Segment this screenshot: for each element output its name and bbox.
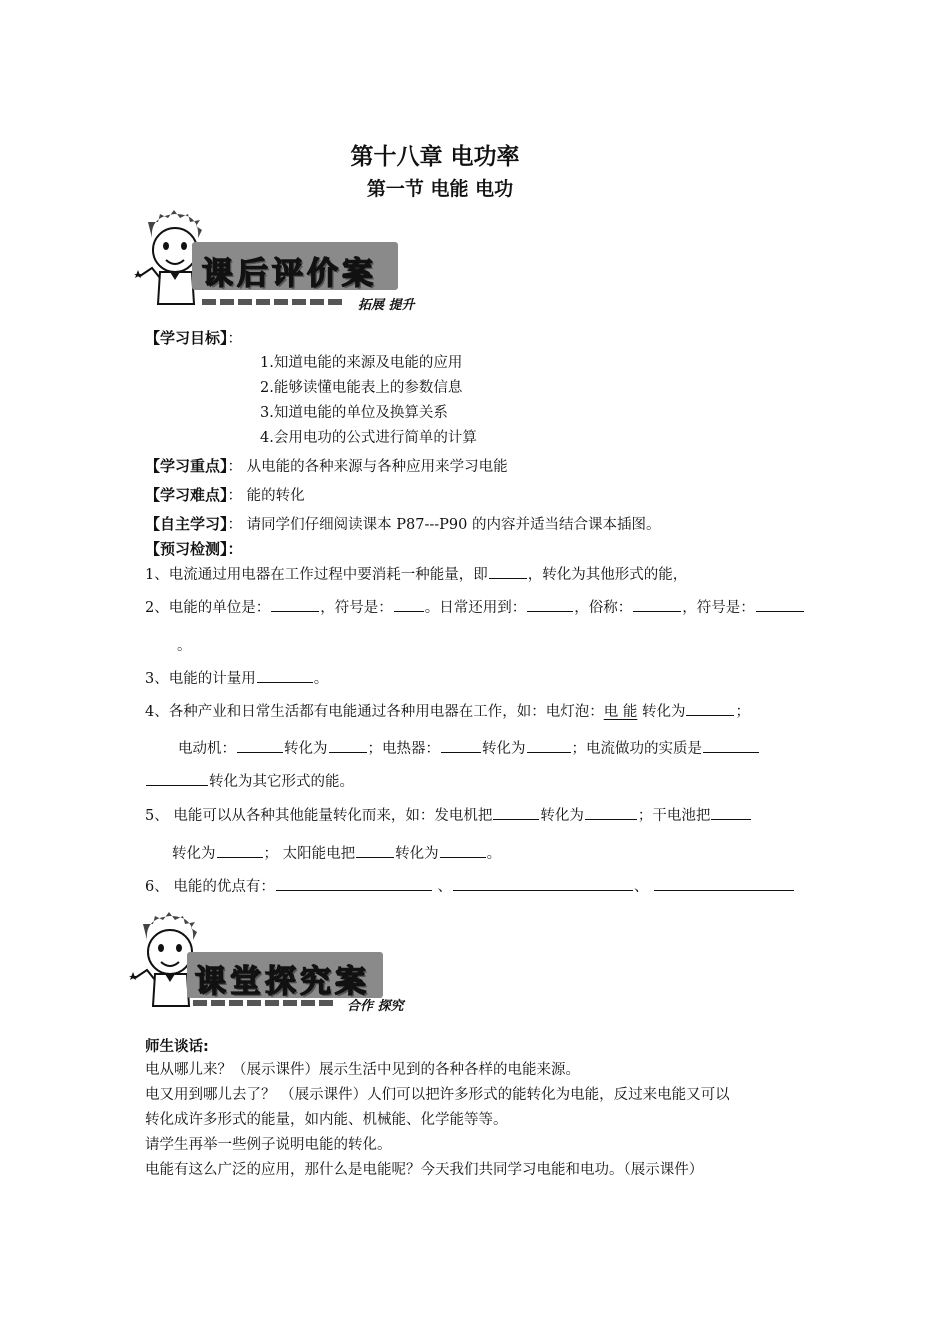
q5-l2-text-2: ； 太阳能电把 xyxy=(263,846,356,862)
self-study-text: ： 请同学们仔细阅读课本 P87---P90 的内容并适当结合课本插图。 xyxy=(227,517,661,533)
q4-l2-text-4: 转化为 xyxy=(482,741,526,757)
difficulty-label: 【学习难点】 xyxy=(145,486,228,504)
q4-blank-5[interactable] xyxy=(527,738,571,753)
question-4 xyxy=(145,700,750,721)
q4-filled-answer: 电 能 xyxy=(603,704,638,720)
self-study-row xyxy=(145,513,660,534)
difficulty-row xyxy=(145,484,305,505)
question-3 xyxy=(145,667,328,688)
q4-blank-3[interactable] xyxy=(329,738,367,753)
dialogue-label: 师生谈话: xyxy=(145,1039,209,1055)
goals-label: 【学习目标】 xyxy=(145,329,228,347)
q2-text-5: ，符号是： xyxy=(682,600,755,616)
goal-item-2: 2.能够读懂电能表上的参数信息 xyxy=(260,380,463,396)
key-point-row xyxy=(145,455,508,476)
q6-text: 6、 电能的优点有： xyxy=(145,879,275,895)
banner-subtitle: 拓展 提升 xyxy=(358,298,415,313)
banner-after-class xyxy=(130,208,430,326)
goal-item-4: 4.会用电功的公式进行简单的计算 xyxy=(260,430,477,446)
q4-text-3: ； xyxy=(735,704,750,720)
goal-item-3: 3.知道电能的单位及换算关系 xyxy=(260,405,448,421)
q2-blank-4[interactable] xyxy=(633,597,681,612)
q5-text-2: 转化为 xyxy=(540,808,584,824)
difficulty-text: ： 能的转化 xyxy=(227,488,305,504)
q4-l3-text: 转化为其它形式的能。 xyxy=(209,774,354,790)
q5-l2-text-4: 。 xyxy=(486,846,502,862)
q2-blank-2[interactable] xyxy=(394,597,424,612)
question-5-line-2 xyxy=(172,842,501,863)
dialogue-line-3: 转化成许多形式的能量，如内能、机械能、化学能等等。 xyxy=(145,1112,508,1128)
q4-l2-text-5: ；电流做功的实质是 xyxy=(571,741,702,757)
key-point-label: 【学习重点】 xyxy=(145,457,228,475)
question-1 xyxy=(145,563,687,584)
q4-l2-text-3: ；电热器： xyxy=(367,741,440,757)
q2-text-4: ，俗称： xyxy=(574,600,633,616)
goal-item-1: 1.知道电能的来源及电能的应用 xyxy=(260,355,463,371)
q2-blank-5[interactable] xyxy=(756,597,804,612)
q1-text-end: ，转化为其他形式的能， xyxy=(527,567,688,583)
banner-title: 课后评价案 xyxy=(202,256,377,292)
q1-text: 1、电流通过用电器在工作过程中要消耗一种能量，即 xyxy=(145,567,488,583)
q3-text: 3、电能的计量用 xyxy=(145,671,256,687)
q3-text-end: 。 xyxy=(313,671,329,687)
q5-blank-1[interactable] xyxy=(493,805,539,820)
q5-blank-2[interactable] xyxy=(585,805,637,820)
q2-text-2: ，符号是： xyxy=(320,600,393,616)
preview-label: 【预习检测】： xyxy=(145,540,243,558)
q5-blank-3[interactable] xyxy=(711,805,751,820)
chapter-title: 第十八章 电功率 xyxy=(350,144,520,170)
q5-blank-5[interactable] xyxy=(356,843,394,858)
question-5 xyxy=(145,804,752,825)
q4-blank-7[interactable] xyxy=(146,771,208,786)
dialogue-line-4: 请学生再举一些例子说明电能的转化。 xyxy=(145,1137,392,1153)
goals-heading xyxy=(145,327,242,348)
q4-text-2: 转化为 xyxy=(641,704,686,720)
q2-blank-3[interactable] xyxy=(527,597,573,612)
q4-blank-4[interactable] xyxy=(441,738,481,753)
question-6 xyxy=(145,875,795,896)
question-4-line-3 xyxy=(145,770,354,791)
q6-sep-1: 、 xyxy=(437,879,452,895)
q5-blank-6[interactable] xyxy=(440,843,486,858)
q1-blank[interactable] xyxy=(489,564,527,579)
q4-l2-text: 电动机： xyxy=(178,741,236,757)
q6-blank-3[interactable] xyxy=(654,876,794,891)
question-2 xyxy=(145,596,805,617)
dialogue-line-2: 电又用到哪儿去了？ （展示课件）人们可以把许多形式的能转化为电能，反过来电能又可以 xyxy=(145,1087,730,1103)
q5-text-3: ；干电池把 xyxy=(637,808,711,824)
q4-blank-2[interactable] xyxy=(237,738,283,753)
q4-blank-6[interactable] xyxy=(703,738,759,753)
q5-blank-4[interactable] xyxy=(217,843,263,858)
q5-l2-text: 转化为 xyxy=(172,846,216,862)
q5-text: 5、 电能可以从各种其他能量转化而来，如：发电机把 xyxy=(145,808,493,824)
q2-blank-1[interactable] xyxy=(271,597,319,612)
q6-blank-2[interactable] xyxy=(453,876,633,891)
banner-title: 课堂探究案 xyxy=(195,964,370,1000)
q6-sep-2: 、 xyxy=(633,879,649,895)
q4-l2-text-2: 转化为 xyxy=(284,741,328,757)
q2-text-3: 。日常还用到： xyxy=(424,600,527,616)
q2-text: 2、电能的单位是： xyxy=(145,600,271,616)
q2-end-mark: 。 xyxy=(177,638,192,654)
banner-subtitle: 合作 探究 xyxy=(347,999,404,1014)
goals-colon: ： xyxy=(227,331,243,347)
q3-blank[interactable] xyxy=(257,668,313,683)
dialogue-line-5: 电能有这么广泛的应用，那什么是电能呢？今天我们共同学习电能和电功。（展示课件） xyxy=(145,1162,704,1178)
question-4-line-2 xyxy=(178,737,760,758)
dash-line xyxy=(193,998,343,1008)
q6-blank-1[interactable] xyxy=(276,876,432,891)
q4-text: 4、各种产业和日常生活都有电能通过各种用电器在工作，如：电灯泡： xyxy=(145,704,604,720)
q5-l2-text-3: 转化为 xyxy=(395,846,439,862)
dialogue-line-1: 电从哪儿来？（展示课件）展示生活中见到的各种各样的电能来源。 xyxy=(145,1062,580,1078)
section-title: 第一节 电能 电功 xyxy=(366,178,514,200)
key-point-text: ： 从电能的各种来源与各种应用来学习电能 xyxy=(227,459,508,475)
dash-line xyxy=(202,297,352,307)
q4-blank-1[interactable] xyxy=(686,701,734,716)
self-study-label: 【自主学习】 xyxy=(145,515,228,533)
